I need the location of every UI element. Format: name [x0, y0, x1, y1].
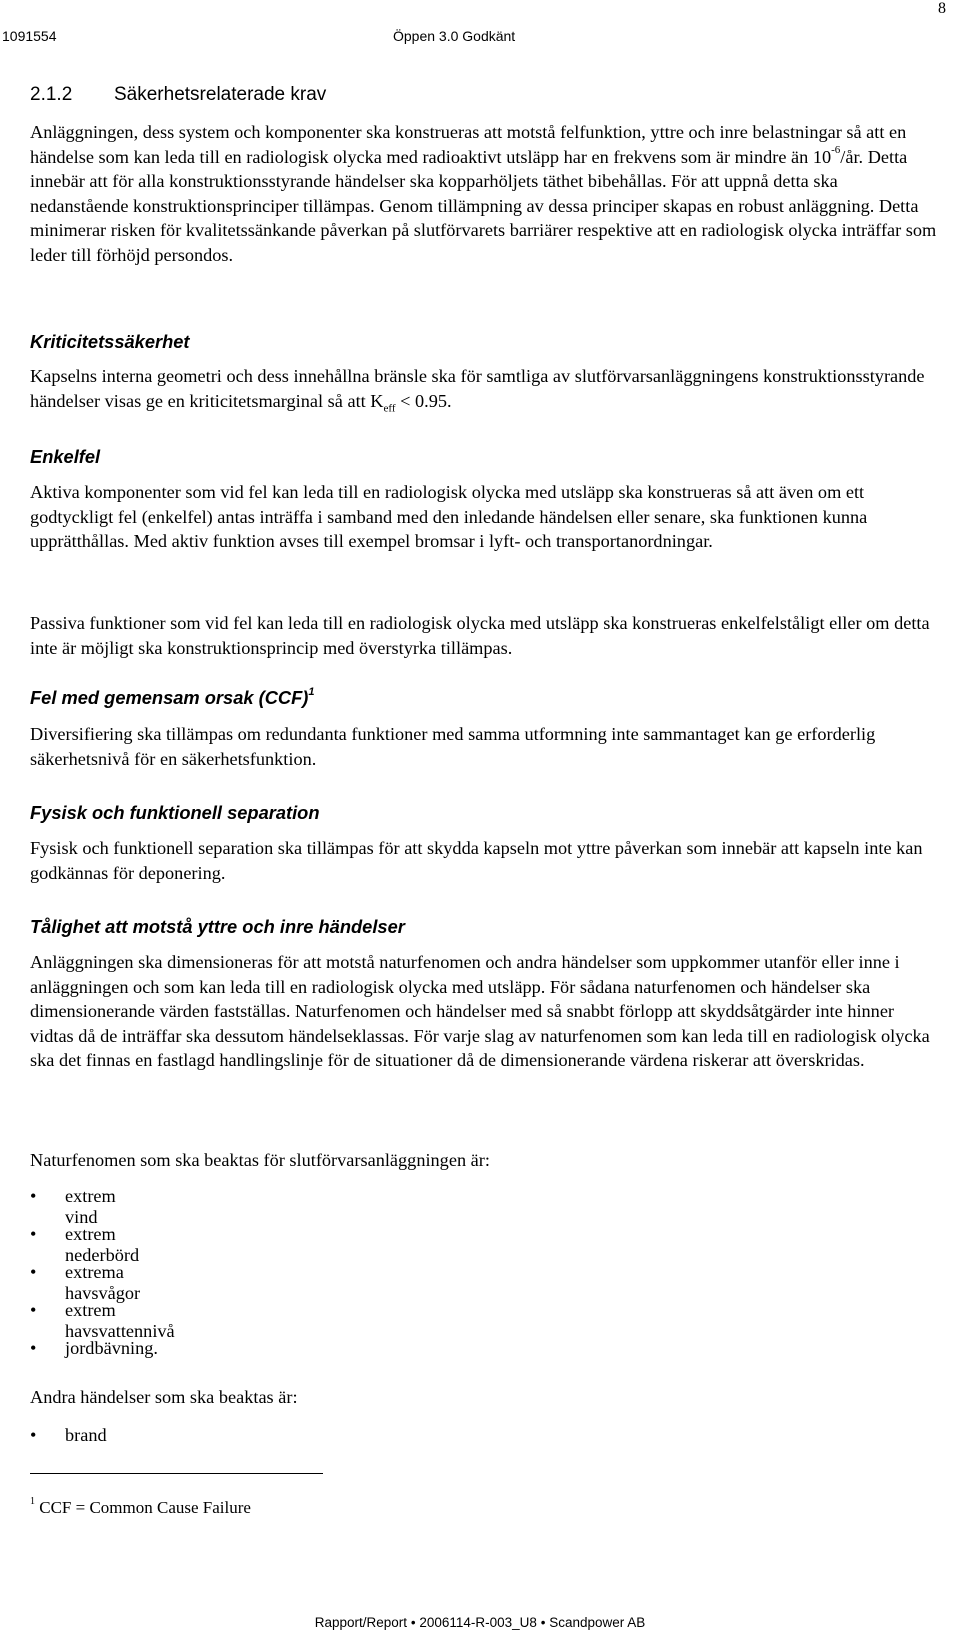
section-heading [30, 84, 326, 106]
list-item-text: extrema havsvågor [65, 1262, 141, 1303]
page-footer [0, 1615, 960, 1630]
document-id: 1091554 [2, 28, 57, 44]
footnote [30, 1498, 251, 1518]
section-number: 2.1.2 [30, 84, 73, 105]
bullet-icon: • [30, 1186, 37, 1206]
bullet-icon: • [30, 1224, 37, 1244]
intro-paragraph [30, 120, 940, 267]
footer-company: Scandpower AB [549, 1615, 646, 1630]
intro-text-part1: Anläggningen, dess system och komponenter ska konstrueras att motstå felfunktion, yttre och inre belastningar så att en händelse som kan leda till en radiologisk olycka med radioaktivt utsläpp har en frekvens som är mindre än 10 [30, 122, 907, 167]
ccf-heading-text: Fel med gemensam orsak (CCF) [30, 687, 309, 708]
list-item-text: extrem havsvattennivå [65, 1300, 175, 1341]
section-title: Säkerhetsrelaterade krav [114, 84, 327, 105]
kriticitet-text2: < 0.95. [395, 390, 452, 411]
footer-report-id: 2006114-R-003_U8 [419, 1615, 537, 1630]
kriticitet-heading: Kriticitetssäkerhet [30, 331, 190, 352]
ccf-paragraph: Diversifiering ska tillämpas om redundanta funktioner med samma utformning inte sammantaget kan ge erforderlig säkerhetsnivå för en säkerhetsfunktion. [30, 724, 876, 769]
talighet-heading: Tålighet att motstå yttre och inre händelser [30, 916, 405, 937]
footer-separator: • [540, 1615, 546, 1630]
other-events-intro: Andra händelser som ska beaktas är: [30, 1387, 298, 1407]
kriticitet-text1: Kapselns interna geometri och dess innehållna bränsle ska för samtliga av slutförvarsanläggningens konstruktionsstyrande händelser visas ge en kriticitetsmarginal så att K [30, 366, 925, 411]
ccf-heading [30, 687, 315, 709]
separation-paragraph: Fysisk och funktionell separation ska tillämpas för att skydda kapseln mot yttre påverkan som innebär att kapseln inte kan godkännas för deponering. [30, 838, 923, 883]
ccf-footnote-ref: 1 [308, 685, 315, 698]
enkelfel-paragraph-1: Aktiva komponenter som vid fel kan leda till en radiologisk olycka med utsläpp ska konstrueras så att även om ett godtyckligt fel (enkelfel) antas inträffa i samband med den inledande händelsen eller senare, ska funktionen kunna upprätthållas. Med aktiv funktion avses till exempel bromsar i lyft- och transportanordningar. [30, 482, 868, 551]
intro-text-part2: /år. Detta innebär att för alla konstruktionsstyrande händelser ska kopparhöljets täthet bibehållas. För att uppnå detta ska nedanstående konstruktionsprinciper tillämpas. Genom tillämpning av dessa principer skapas en robust anläggning. Detta minimerar risken för kvalitetssänkande påverkan på slutförvarets barriärer respektive att en radiologisk olycka inträffar som leder till förhöjd persondos. [30, 146, 937, 265]
talighet-paragraph: Anläggningen ska dimensioneras för att motstå naturfenomen och andra händelser som uppkommer utanför eller inne i anläggningen och som kan leda till en radiologisk olycka med utsläpp. För sådana naturfenomen och händelser ska dimensionerande värden fastställas. Naturfenomen och händelser med så snabbt förlopp att skyddsåtgärder inte hinner vidtas då de inträffar ska dessutom händelseklassas. För varje slag av naturfenomen som kan leda till en radiologisk olycka ska det finnas en fastlagd handlingslinje för de situationer då de dimensionerande värdena riskerar att överskridas. [30, 952, 930, 1070]
keff-subscript: eff [383, 402, 396, 415]
document-status: Öppen 3.0 Godkänt [393, 28, 516, 44]
footer-label: Rapport/Report [314, 1615, 408, 1630]
bullet-icon: • [30, 1425, 37, 1445]
footnote-text: CCF = Common Cause Failure [39, 1498, 251, 1517]
natural-phenomena-intro: Naturfenomen som ska beaktas för slutförvarsanläggningen är: [30, 1150, 490, 1170]
bullet-icon: • [30, 1300, 37, 1320]
list-item-text: extrem nederbörd [65, 1224, 140, 1265]
footnote-number: 1 [30, 1496, 35, 1508]
list-item-text: brand [65, 1425, 107, 1445]
list-item-text: extrem vind [65, 1186, 116, 1227]
bullet-icon: • [30, 1338, 37, 1358]
enkelfel-paragraph-2: Passiva funktioner som vid fel kan leda till en radiologisk olycka med utsläpp ska konstrueras enkelfelståligt eller om detta inte är möjligt ska konstruktionsprincip med överstyrka tillämpas. [30, 613, 930, 658]
footer-separator: • [410, 1615, 416, 1630]
separation-heading: Fysisk och funktionell separation [30, 802, 320, 823]
page-number: 8 [938, 0, 946, 17]
kriticitet-paragraph [30, 364, 940, 413]
footnote-divider [30, 1473, 323, 1474]
list-item-text: jordbävning. [65, 1338, 158, 1358]
bullet-icon: • [30, 1262, 37, 1282]
intro-exponent: -6 [831, 144, 841, 157]
enkelfel-heading: Enkelfel [30, 446, 101, 467]
